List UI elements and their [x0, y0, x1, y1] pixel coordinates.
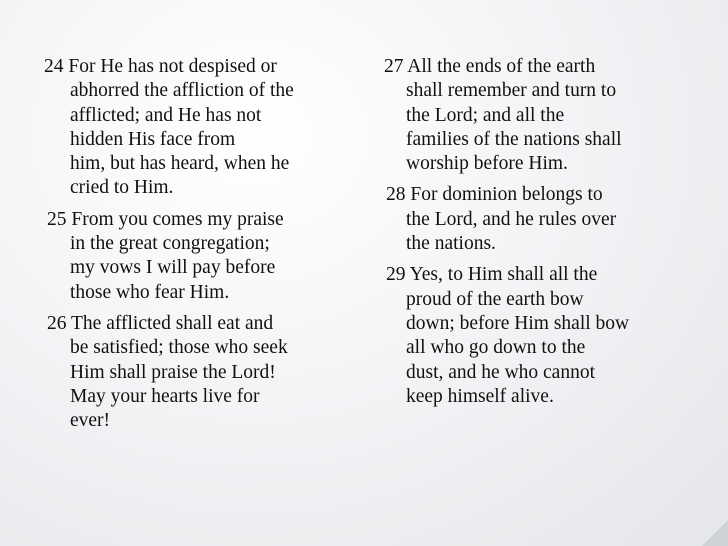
- verse-line: 25 From you comes my praise: [47, 208, 284, 230]
- verse-line: my vows I will pay before: [70, 257, 276, 279]
- verse-line: 26 The afflicted shall eat and: [47, 312, 274, 334]
- verse-24: [44, 55, 349, 201]
- verse-line: down; before Him shall bow: [406, 312, 630, 334]
- verse-line: ever!: [70, 410, 111, 432]
- verse-line: shall remember and turn to: [406, 80, 617, 102]
- verse-line: be satisfied; those who seek: [70, 337, 288, 359]
- verse-line: families of the nations shall: [406, 128, 622, 150]
- verse-line: keep himself alive.: [406, 385, 554, 407]
- verse-line: him, but has heard, when he: [70, 153, 290, 175]
- verse-line: the Lord, and he rules over: [406, 208, 617, 230]
- verse-25: [47, 208, 352, 305]
- verse-line: the Lord; and all the: [406, 104, 565, 126]
- verse-26: [47, 312, 352, 433]
- verse-line: worship before Him.: [406, 153, 568, 175]
- verse-line: dust, and he who cannot: [406, 361, 596, 383]
- verse-line: hidden His face from: [70, 128, 236, 150]
- verse-line: Him shall praise the Lord!: [70, 361, 276, 383]
- left-column: [44, 55, 349, 433]
- verse-28: [386, 183, 696, 256]
- verse-line: the nations.: [406, 233, 496, 255]
- verse-line: May your hearts live for: [70, 385, 260, 407]
- verse-line: 28 For dominion belongs to: [386, 184, 603, 206]
- verse-line: all who go down to the: [406, 337, 586, 359]
- verse-line: cried to Him.: [70, 177, 174, 199]
- verse-29: [386, 263, 696, 409]
- verse-line: abhorred the affliction of the: [70, 80, 294, 102]
- right-column: [384, 55, 694, 409]
- verse-line: 27 All the ends of the earth: [384, 56, 596, 77]
- corner-decoration: [698, 516, 728, 546]
- verse-line: proud of the earth bow: [406, 288, 584, 310]
- verse-27: [384, 55, 694, 176]
- verse-line: 24 For He has not despised or: [44, 56, 277, 77]
- verse-line: afflicted; and He has not: [70, 104, 262, 126]
- verse-line: in the great congregation;: [70, 233, 270, 255]
- verse-line: those who fear Him.: [70, 281, 230, 303]
- verse-line: 29 Yes, to Him shall all the: [386, 264, 598, 286]
